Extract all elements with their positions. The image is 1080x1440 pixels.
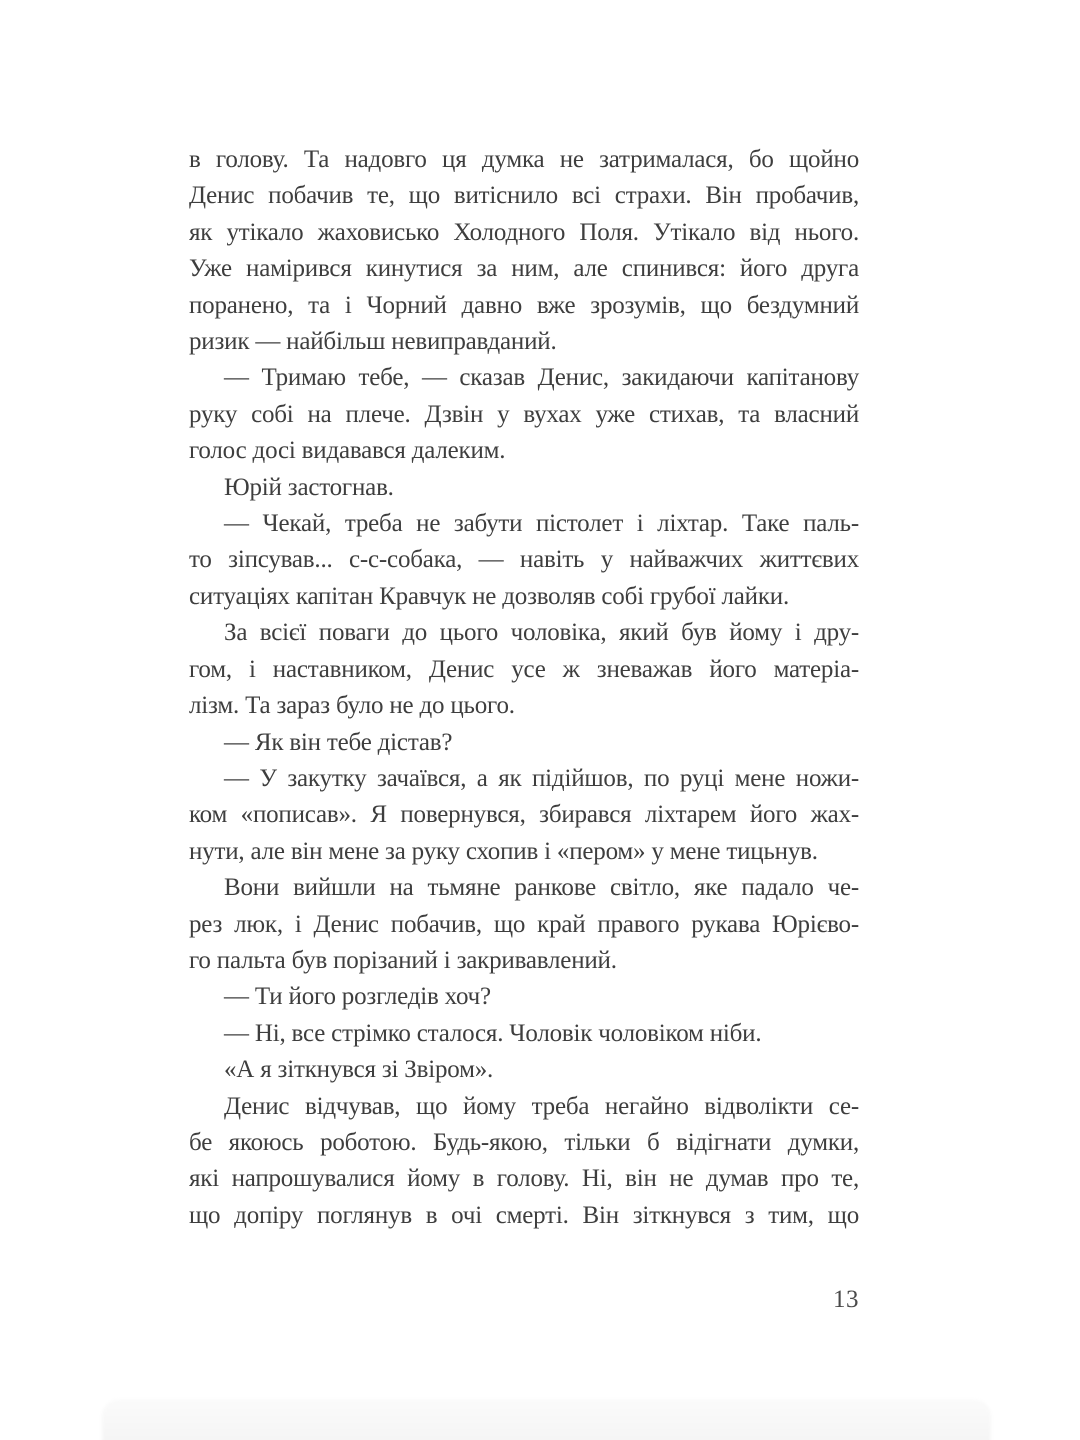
text-line: За всієї поваги до цього чоловіка, який був йому і дру- bbox=[224, 619, 859, 647]
text-line: рез люк, і Денис побачив, що край правого рукава Юрієво- bbox=[189, 910, 859, 938]
page-number: 13 bbox=[833, 1286, 859, 1313]
text-line: — Ні, все стрімко сталося. Чоловік чоловіком ніби. bbox=[224, 1019, 762, 1047]
text-line: Уже намірився кинутися за ним, але спинився: його друга bbox=[189, 255, 859, 283]
text-line: то зіпсував... с-с-собака, — навіть у найважчих життєвих bbox=[189, 546, 859, 574]
text-line: — Як він тебе дістав? bbox=[224, 728, 453, 756]
text-line: го пальта був порізаний і закривавлений. bbox=[189, 946, 617, 974]
text-block bbox=[189, 142, 859, 1234]
text-line: гом, і наставником, Денис усе ж зневажав його матеріа- bbox=[189, 655, 859, 683]
text-line: ситуаціях капітан Кравчук не дозволяв собі грубої лайки. bbox=[189, 582, 790, 610]
text-line: які напрошувалися йому в голову. Ні, він не думав про те, bbox=[189, 1165, 859, 1193]
text-line: бе якоюсь роботою. Будь-якою, тільки б відігнати думки, bbox=[189, 1128, 859, 1156]
text-line: поранено, та і Чорний давно вже зрозумів, що бездумний bbox=[189, 291, 859, 319]
text-line: — Ти його розгледів хоч? bbox=[224, 983, 491, 1011]
text-line: голос досі видавався далеким. bbox=[189, 437, 506, 465]
text-line: лізм. Та зараз було не до цього. bbox=[189, 692, 515, 720]
text-line: ком «пописав». Я повернувся, збирався ліхтарем його жах- bbox=[189, 801, 859, 829]
text-line: Денис побачив те, що витіснило всі страхи. Він пробачив, bbox=[189, 182, 859, 210]
text-line: руку собі на плече. Дзвін у вухах уже стихав, та власний bbox=[189, 400, 859, 428]
text-line: Денис відчував, що йому треба негайно відволікти се- bbox=[224, 1092, 859, 1120]
text-line: що допіру поглянув в очі смерті. Він зіткнувся з тим, що bbox=[189, 1201, 859, 1229]
text-line: Вони вийшли на тьмяне ранкове світло, яке падало че- bbox=[224, 874, 859, 902]
text-line: — У закутку зачаївся, а як підійшов, по руці мене ножи- bbox=[224, 764, 859, 792]
text-line: ризик — найбільш невиправданий. bbox=[189, 328, 557, 356]
text-line: «А я зіткнувся зі Звіром». bbox=[224, 1056, 494, 1084]
text-line: Юрій застогнав. bbox=[224, 473, 394, 501]
text-line: в голову. Та надовго ця думка не затрималася, бо щойно bbox=[189, 146, 859, 173]
text-line: — Чекай, треба не забути пістолет і ліхтар. Таке паль- bbox=[224, 510, 859, 538]
text-line: як утікало жаховисько Холодного Поля. Утікало від нього. bbox=[189, 218, 859, 246]
next-page-preview-bar bbox=[103, 1400, 990, 1440]
text-line: нути, але він мене за руку схопив і «пером» у мене тицьнув. bbox=[189, 837, 818, 865]
text-line: — Тримаю тебе, — сказав Денис, закидаючи капітанову bbox=[224, 364, 859, 392]
